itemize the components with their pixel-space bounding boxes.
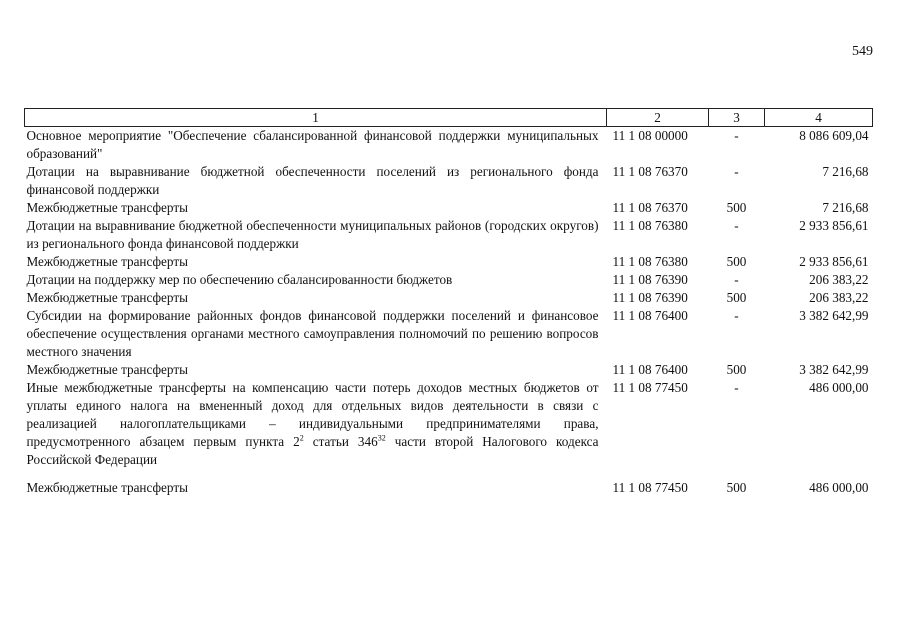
row-code: 11 1 08 76400 bbox=[612, 362, 688, 377]
row-sum: 2 933 856,61 bbox=[799, 218, 869, 233]
row-code: 11 1 08 76390 bbox=[612, 290, 688, 305]
table-row bbox=[25, 163, 873, 199]
table-row bbox=[25, 127, 873, 164]
row-code: 11 1 08 77450 bbox=[612, 480, 688, 495]
row-code: 11 1 08 77450 bbox=[612, 380, 688, 395]
row-code: 11 1 08 76380 bbox=[612, 218, 688, 233]
row-name-text: Иные межбюджетные трансферты на компенсацию части потерь доходов местных бюджетов от уплаты единого налога на вмененный доход для отдельных видов деятельности в связи с реализацией налогоплательщиками – индивидуальными предпринимателями права, предусмотренного абзацем первым пункта 2 bbox=[26, 380, 599, 449]
row-type: 500 bbox=[726, 290, 747, 305]
row-name: Дотации на выравнивание бюджетной обеспеченности поселений из регионального фонда финансовой поддержки bbox=[26, 164, 599, 197]
row-name: Межбюджетные трансферты bbox=[26, 290, 188, 305]
page-number: 549 bbox=[852, 44, 873, 59]
row-type: 500 bbox=[726, 480, 747, 495]
row-type: - bbox=[734, 308, 739, 323]
row-code: 11 1 08 76400 bbox=[612, 308, 688, 323]
table-row bbox=[25, 289, 873, 307]
row-sum: 486 000,00 bbox=[809, 380, 869, 395]
header-col-2: 2 bbox=[607, 109, 709, 127]
row-type: - bbox=[734, 128, 739, 143]
row-type: - bbox=[734, 380, 739, 395]
table-row bbox=[25, 379, 873, 469]
row-name: Основное мероприятие "Обеспечение сбалансированной финансовой поддержки муниципальных образований" bbox=[26, 128, 599, 161]
table-row bbox=[25, 271, 873, 289]
table-header-row bbox=[25, 109, 873, 127]
row-sum: 206 383,22 bbox=[809, 290, 869, 305]
row-sum: 3 382 642,99 bbox=[799, 362, 869, 377]
row-sum: 486 000,00 bbox=[809, 480, 869, 495]
row-name: Межбюджетные трансферты bbox=[26, 254, 188, 269]
row-code: 11 1 08 76370 bbox=[612, 200, 688, 215]
row-sum: 2 933 856,61 bbox=[799, 254, 869, 269]
row-name-text: статьи 346 bbox=[303, 434, 378, 449]
row-name: Межбюджетные трансферты bbox=[26, 362, 188, 377]
table-row bbox=[25, 469, 873, 497]
row-name: Межбюджетные трансферты bbox=[26, 480, 188, 495]
row-code: 11 1 08 00000 bbox=[612, 128, 688, 143]
row-code: 11 1 08 76370 bbox=[612, 164, 688, 179]
row-code: 11 1 08 76390 bbox=[612, 272, 688, 287]
table-row bbox=[25, 307, 873, 361]
row-name: Субсидии на формирование районных фондов финансовой поддержки поселений и финансовое обеспечение осуществления органами местного самоуправления полномочий по решению вопросов местного значения bbox=[26, 308, 599, 359]
row-sum: 7 216,68 bbox=[822, 200, 869, 215]
table-row bbox=[25, 361, 873, 379]
budget-table bbox=[24, 108, 873, 497]
row-sum: 7 216,68 bbox=[822, 164, 869, 179]
row-type: 500 bbox=[726, 200, 747, 215]
header-col-3: 3 bbox=[709, 109, 765, 127]
header-col-4: 4 bbox=[765, 109, 873, 127]
table-row bbox=[25, 253, 873, 271]
row-sum: 206 383,22 bbox=[809, 272, 869, 287]
header-col-1: 1 bbox=[25, 109, 607, 127]
row-name bbox=[25, 379, 607, 469]
superscript: 2 bbox=[299, 433, 304, 443]
row-name: Дотации на выравнивание бюджетной обеспеченности муниципальных районов (городских округов) из регионального фонда финансовой поддержки bbox=[26, 218, 599, 251]
table-row bbox=[25, 217, 873, 253]
row-type: - bbox=[734, 272, 739, 287]
row-type: - bbox=[734, 164, 739, 179]
row-type: 500 bbox=[726, 362, 747, 377]
row-sum: 3 382 642,99 bbox=[799, 308, 869, 323]
row-name: Дотации на поддержку мер по обеспечению сбалансированности бюджетов bbox=[26, 272, 453, 287]
row-sum: 8 086 609,04 bbox=[799, 128, 869, 143]
row-code: 11 1 08 76380 bbox=[612, 254, 688, 269]
superscript: 32 bbox=[377, 433, 386, 443]
row-type: - bbox=[734, 218, 739, 233]
row-name: Межбюджетные трансферты bbox=[26, 200, 188, 215]
table-row bbox=[25, 199, 873, 217]
row-type: 500 bbox=[726, 254, 747, 269]
row-name-text: части второй Налогового кодекса Российской Федерации bbox=[26, 434, 599, 467]
